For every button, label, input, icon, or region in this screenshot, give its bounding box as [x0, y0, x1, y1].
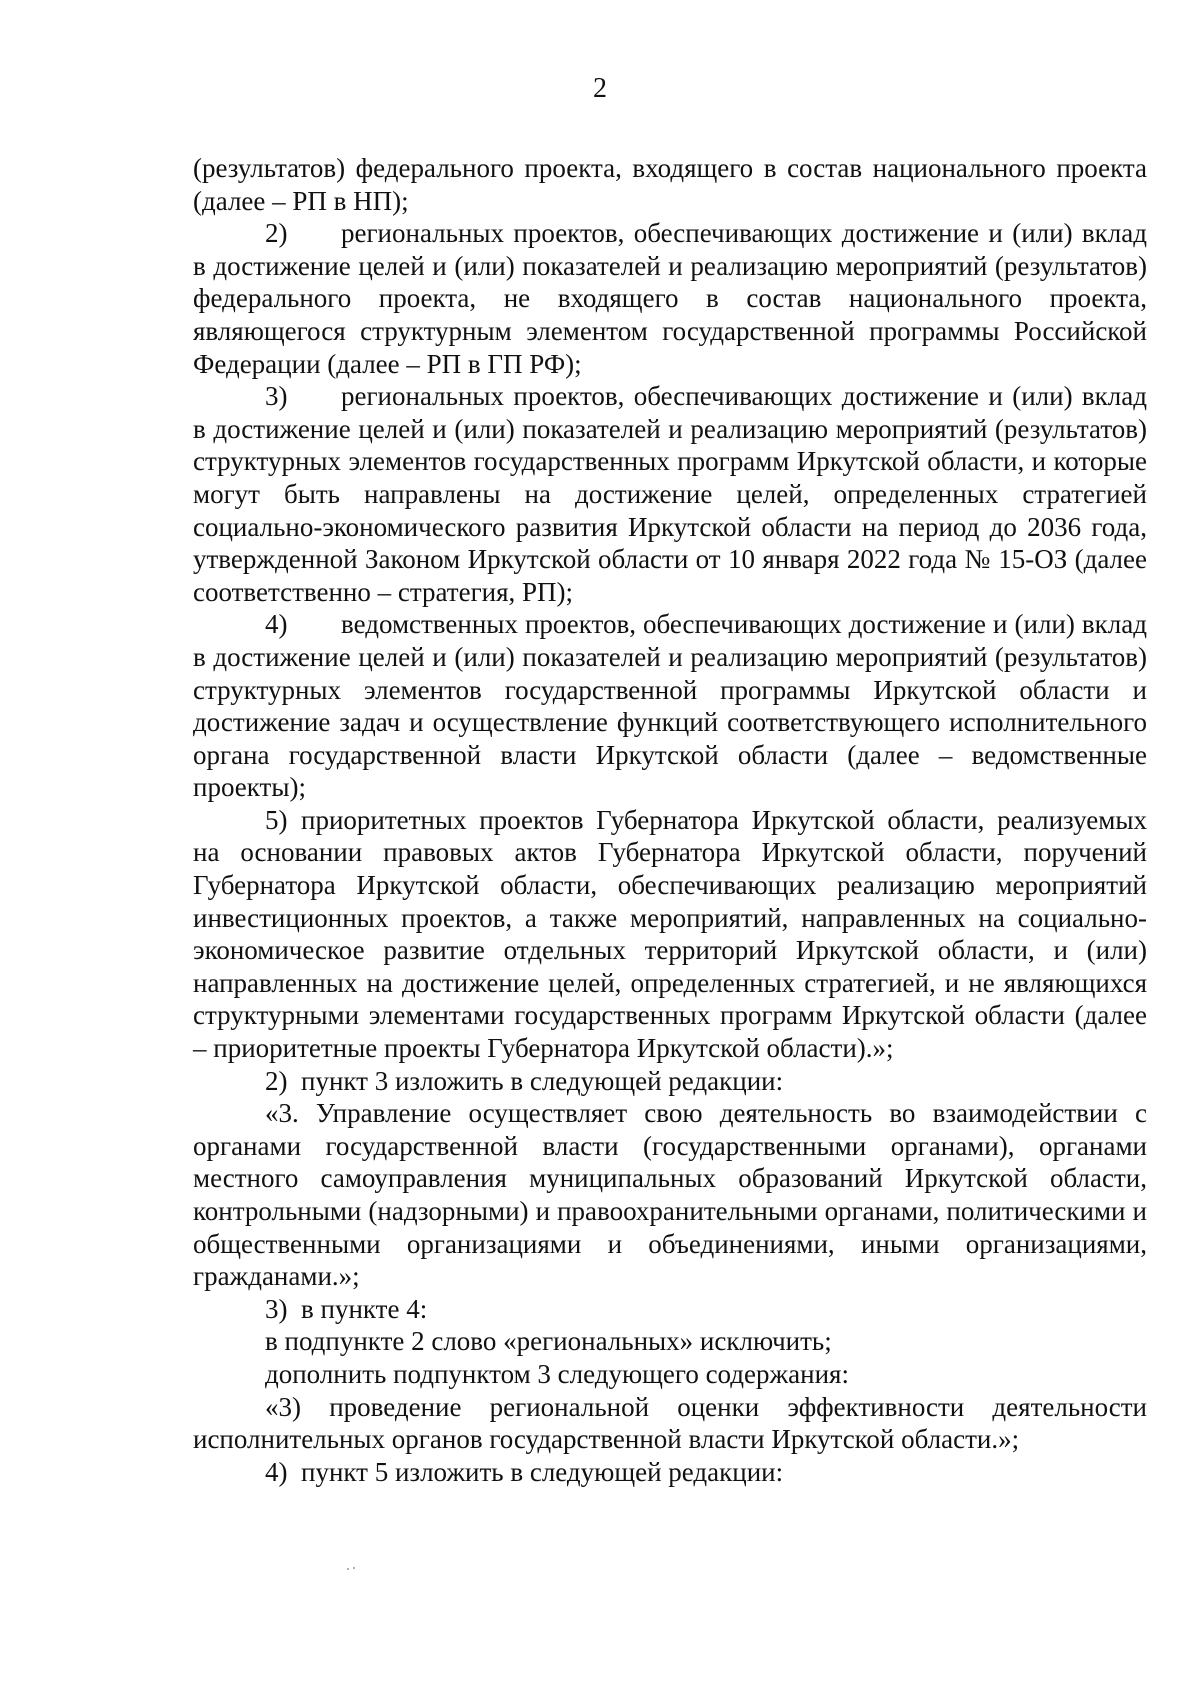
list-item-number: 4): [265, 609, 288, 640]
speck-icon: [345, 1566, 359, 1572]
paragraph-text: (результатов) федерального проекта, входящего в состав национального проекта (далее – РП в НП);: [193, 153, 1147, 216]
paragraph-text: «3) проведение региональной оценки эффективности деятельности исполнительных органов государственной власти Иркутской области.»;: [193, 1391, 1147, 1455]
subpoint-instruction: [193, 1325, 1147, 1358]
paragraph-text: «3. Управление осуществляет свою деятельность во взаимодействии с органами государственной власти (государственными органами), органами местного самоуправления муниципальных образований Иркутской области, контрольными (надзорными) и правоохранительными органами, политическими и общественными организациями и объединениями, иными организациями, гражданами.»;: [193, 1098, 1147, 1292]
paragraph-text: пункт 3 изложить в следующей редакции:: [301, 1065, 784, 1096]
list-item-2: [193, 217, 1147, 380]
scan-speck: [345, 1565, 359, 1571]
paragraph-text: региональных проектов, обеспечивающих достижение и (или) вклад в достижение целей и (или) показателей и реализацию мероприятий (результатов) структурных элементов государственных программ Иркутской области, и которые могут быть направлены на достижение целей, определенных стратегией социально-экономического развития Иркутской области на период до 2036 года, утвержденной Законом Иркутской области от 10 января 2022 года № 15-ОЗ (далее соответственно – стратегия, РП);: [193, 381, 1147, 607]
quoted-clause-3: [193, 1097, 1147, 1293]
list-item-number: 5): [265, 804, 288, 835]
paragraph-text: ведомственных проектов, обеспечивающих достижение и (или) вклад в достижение целей и (или) показателей и реализацию мероприятий (результатов) структурных элементов государственной программы Иркутской области и достижение задач и осуществление функций соответствующего исполнительного органа государственной власти Иркутской области (далее – ведомственные проекты);: [193, 609, 1147, 803]
list-item-number: 3): [265, 381, 288, 412]
document-body: [193, 152, 1147, 1488]
amendment-item-3: [193, 1293, 1147, 1326]
list-item-3: [193, 380, 1147, 608]
subpoint-instruction: [193, 1358, 1147, 1391]
list-item-5: [193, 804, 1147, 1065]
amendment-item-4: [193, 1456, 1147, 1489]
paragraph-continuation: [193, 152, 1147, 217]
paragraph-text: в подпункте 2 слово «региональных» исключить;: [265, 1326, 832, 1357]
list-item-number: 2): [265, 218, 288, 249]
paragraph-text: региональных проектов, обеспечивающих достижение и (или) вклад в достижение целей и (или) показателей и реализацию мероприятий (результатов) федерального проекта, не входящего в состав национального проекта, являющегося структурным элементом государственной программы Российской Федерации (далее – РП в ГП РФ);: [193, 218, 1147, 379]
list-item-number: 4): [265, 1456, 288, 1487]
paragraph-text: пункт 5 изложить в следующей редакции:: [301, 1456, 784, 1487]
amendment-item-2: [193, 1065, 1147, 1098]
paragraph-text: в пункте 4:: [301, 1293, 428, 1324]
list-item-number: 3): [265, 1293, 288, 1324]
page-number: 2: [593, 73, 607, 104]
paragraph-text: приоритетных проектов Губернатора Иркутской области, реализуемых на основании правовых актов Губернатора Иркутской области, поручений Губернатора Иркутской области, обеспечивающих реализацию мероприятий инвестиционных проектов, а также мероприятий, направленных на социально-экономическое развитие отдельных территорий Иркутской области, и (или) направленных на достижение целей, определенных стратегией, и не являющихся структурными элементами государственных программ Иркутской области (далее – приоритетные проекты Губернатора Иркутской области).»;: [193, 804, 1147, 1064]
list-item-number: 2): [265, 1065, 288, 1096]
list-item-4: [193, 608, 1147, 804]
paragraph-text: дополнить подпунктом 3 следующего содержания:: [265, 1358, 849, 1389]
quoted-subpoint-3: [193, 1391, 1147, 1456]
